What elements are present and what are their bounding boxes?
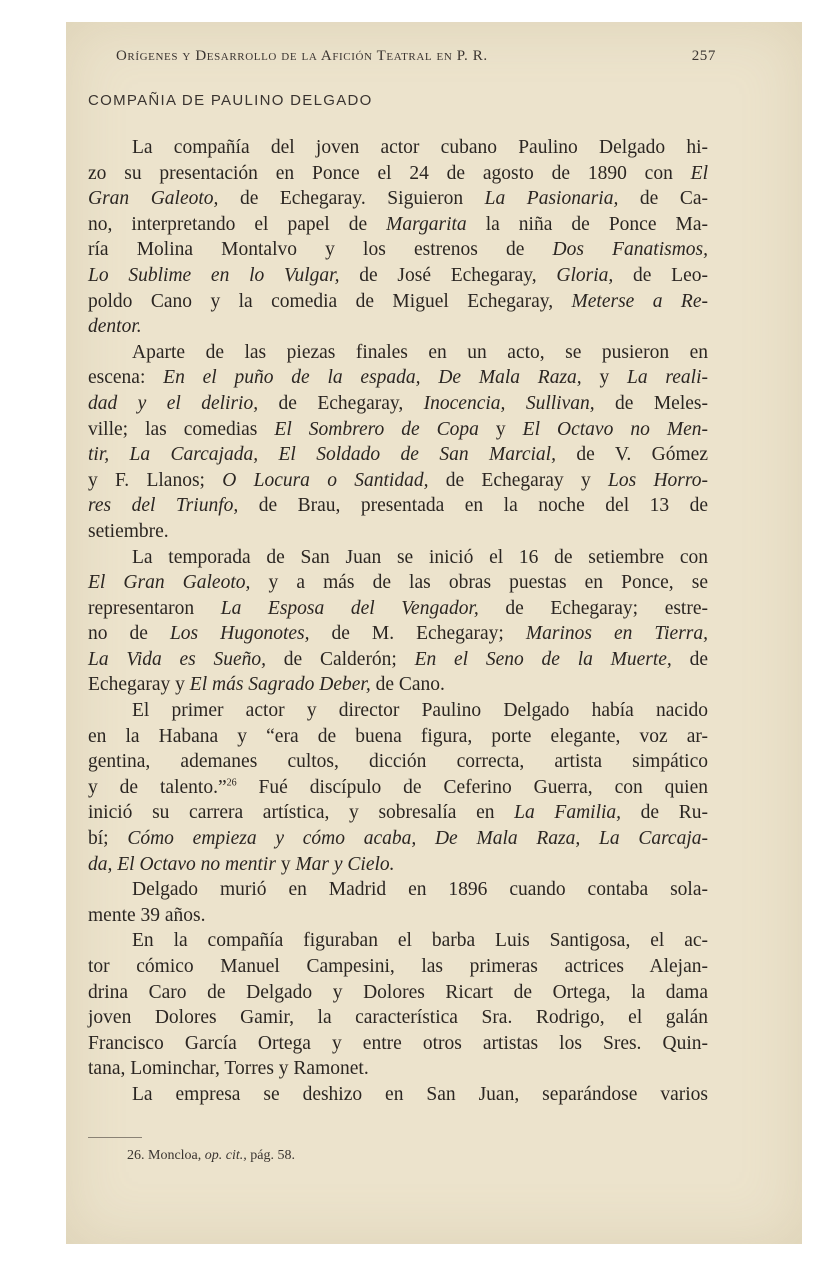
- text-line: Francisco García Ortega y entre otros artistas los Sres. Quin-: [88, 1032, 708, 1054]
- text-line: Aparte de las piezas finales en un acto, se pusieron en: [132, 341, 708, 363]
- footnote-author: Moncloa,: [148, 1148, 202, 1163]
- footnote: [127, 1148, 295, 1164]
- text-line: drina Caro de Delgado y Dolores Ricart de Ortega, la dama: [88, 981, 708, 1003]
- footnote-page: pág. 58.: [250, 1148, 295, 1163]
- text-line: representaron La Esposa del Vengador, de Echegaray; estre-: [88, 597, 708, 619]
- text-line: inició su carrera artística, y sobresalía en La Familia, de Ru-: [88, 802, 708, 824]
- text-line: La compañía del joven actor cubano Paulino Delgado hi-: [132, 137, 708, 158]
- text-line: zo su presentación en Ponce el 24 de agosto de 1890 con El: [88, 162, 708, 184]
- running-header: [116, 48, 716, 72]
- text-line: La empresa se deshizo en San Juan, separándose varios: [132, 1083, 708, 1105]
- text-line: El Gran Galeoto, y a más de las obras puestas en Ponce, se: [88, 572, 708, 594]
- text-line: ría Molina Montalvo y los estrenos de Dos Fanatismos,: [88, 239, 708, 261]
- text-line: setiembre.: [88, 520, 169, 542]
- text-line: tana, Lominchar, Torres y Ramonet.: [88, 1058, 369, 1080]
- running-title: Orígenes y Desarrollo de la Afición Teatral en P. R.: [116, 48, 488, 64]
- text-line: ville; las comedias El Sombrero de Copa y El Octavo no Men-: [88, 418, 708, 440]
- body-text: [88, 135, 708, 1108]
- text-line: res del Triunfo, de Brau, presentada en la noche del 13 de: [88, 495, 709, 517]
- text-line: no de Los Hugonotes, de M. Echegaray; Marinos en Tierra,: [88, 623, 709, 645]
- text-line: Lo Sublime en lo Vulgar, de José Echegaray, Gloria, de Leo-: [88, 264, 708, 286]
- text-line: joven Dolores Gamir, la característica Sra. Rodrigo, el galán: [88, 1007, 708, 1029]
- text-line: dad y el delirio, de Echegaray, Inocencia, Sullivan, de Meles-: [88, 392, 708, 414]
- text-line: Gran Galeoto, de Echegaray. Siguieron La Pasionaria, de Ca-: [88, 188, 708, 210]
- text-line: dentor.: [88, 316, 142, 338]
- footnote-divider: [88, 1137, 142, 1138]
- text-line: El primer actor y director Paulino Delgado había nacido: [132, 700, 708, 722]
- footnote-ref: op. cit.,: [204, 1148, 247, 1163]
- text-line: en la Habana y “era de buena figura, porte elegante, voz ar-: [88, 725, 708, 747]
- text-line: da, El Octavo no mentir y Mar y Cielo.: [88, 853, 395, 875]
- text-line: poldo Cano y la comedia de Miguel Echegaray, Meterse a Re-: [88, 290, 708, 312]
- text-line: La temporada de San Juan se inició el 16 de setiembre con: [132, 546, 708, 568]
- text-line: Delgado murió en Madrid en 1896 cuando contaba sola-: [132, 879, 708, 901]
- text-line: escena: En el puño de la espada, De Mala Raza, y La reali-: [88, 367, 708, 389]
- text-line: La Vida es Sueño, de Calderón; En el Seno de la Muerte, de: [88, 648, 708, 670]
- footnote-number: 26.: [127, 1148, 145, 1163]
- text-line: Echegaray y El más Sagrado Deber, de Cano.: [88, 674, 445, 696]
- text-line: y F. Llanos; O Locura o Santidad, de Echegaray y Los Horro-: [88, 469, 708, 491]
- section-title: COMPAÑIA DE PAULINO DELGADO: [88, 92, 373, 109]
- text-line: gentina, ademanes cultos, dicción correcta, artista simpático: [88, 751, 708, 773]
- text-line: y de talento.”$^{26}$ Fué discípulo de Ceferino Guerra, con quien: [88, 776, 709, 798]
- text-line: tir, La Carcajada, El Soldado de San Marcial, de V. Gómez: [88, 444, 708, 466]
- text-line: En la compañía figuraban el barba Luis Santigosa, el ac-: [132, 930, 708, 952]
- page-number: 257: [691, 48, 716, 64]
- text-line: bí; Cómo empieza y cómo acaba, De Mala Raza, La Carcaja-: [88, 828, 709, 850]
- text-line: mente 39 años.: [88, 904, 206, 926]
- text-line: no, interpretando el papel de Margarita la niña de Ponce Ma-: [88, 213, 708, 235]
- text-line: tor cómico Manuel Campesini, las primeras actrices Alejan-: [88, 956, 708, 977]
